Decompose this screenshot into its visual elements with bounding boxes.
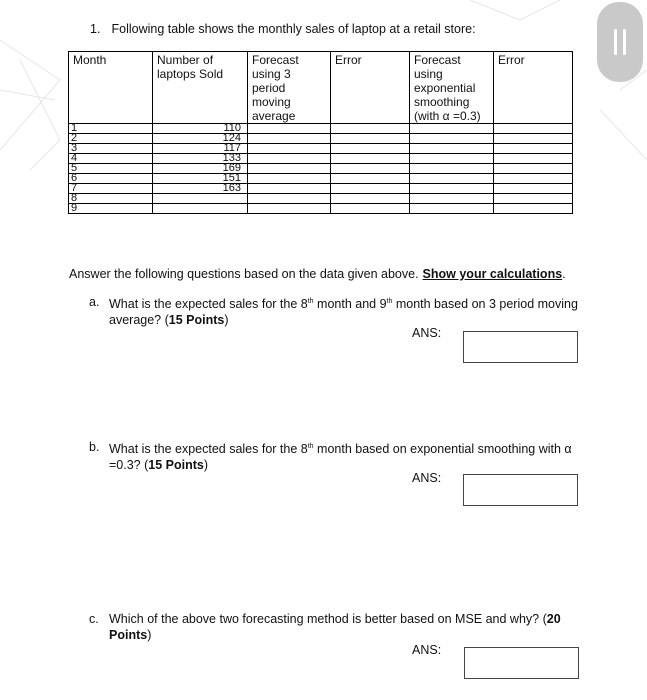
cell-month: 3 [69, 144, 153, 154]
table-row [69, 184, 573, 194]
part-b-pre: What is the expected sales for the 8 [109, 442, 308, 456]
cell-error-2 [494, 124, 573, 134]
menu-bar-icon [623, 29, 626, 55]
cell-exp-smoothing [410, 134, 494, 144]
table-header-row [69, 52, 573, 124]
part-a-post: month based on 3 period moving average? ( [109, 297, 578, 327]
cell-exp-smoothing [410, 194, 494, 204]
header-error-2: Error [494, 52, 573, 124]
cell-exp-smoothing [410, 154, 494, 164]
cell-moving-average [248, 144, 331, 154]
ans-label-c: ANS: [412, 643, 442, 657]
ans-label-b: ANS: [412, 471, 442, 485]
cell-moving-average [248, 184, 331, 194]
part-a-sup2: th [386, 298, 393, 305]
table-row [69, 154, 573, 164]
part-c [89, 611, 579, 643]
cell-error-2 [494, 144, 573, 154]
instruction-end: . [562, 267, 566, 281]
ans-label-a: ANS: [412, 326, 442, 340]
cell-month: 9 [69, 204, 153, 214]
cell-laptops-sold: 117 [153, 144, 248, 154]
cell-laptops-sold: 133 [153, 154, 248, 164]
cell-moving-average [248, 164, 331, 174]
answer-box-c[interactable] [464, 647, 579, 679]
cell-error-2 [494, 174, 573, 184]
part-a-points: 15 Points [168, 313, 225, 327]
cell-month: 5 [69, 164, 153, 174]
cell-laptops-sold: 151 [153, 174, 248, 184]
cell-laptops-sold [153, 194, 248, 204]
sales-table [68, 51, 573, 214]
cell-exp-smoothing [410, 124, 494, 134]
table-row [69, 194, 573, 204]
part-c-points: 20 Points [109, 612, 561, 642]
cell-moving-average [248, 134, 331, 144]
cell-exp-smoothing [410, 204, 494, 214]
question-text: Following table shows the monthly sales of laptop at a retail store: [111, 22, 476, 36]
cell-error-1 [331, 154, 410, 164]
part-a-text [109, 294, 579, 328]
part-a-mid: month and 9 [313, 297, 387, 311]
cell-error-2 [494, 134, 573, 144]
cell-error-1 [331, 194, 410, 204]
part-b-close: ) [203, 458, 209, 472]
part-b-text [109, 439, 579, 473]
cell-moving-average [248, 124, 331, 134]
cell-error-1 [331, 174, 410, 184]
cell-error-1 [331, 134, 410, 144]
cell-moving-average [248, 204, 331, 214]
part-c-close: ) [147, 628, 152, 642]
table-row [69, 164, 573, 174]
cell-laptops-sold: 110 [153, 124, 248, 134]
table-row [69, 204, 573, 214]
part-a-letter: a. [89, 295, 100, 309]
cell-error-2 [494, 194, 573, 204]
cell-exp-smoothing [410, 164, 494, 174]
cell-error-1 [331, 204, 410, 214]
table-row [69, 124, 573, 134]
table-row [69, 144, 573, 154]
cell-exp-smoothing [410, 184, 494, 194]
cell-exp-smoothing [410, 174, 494, 184]
part-a-sup1: th [307, 298, 314, 305]
cell-error-1 [331, 124, 410, 134]
cell-month: 1 [69, 124, 153, 134]
cell-moving-average [248, 174, 331, 184]
cell-moving-average [248, 154, 331, 164]
cell-month: 7 [69, 184, 153, 194]
cell-laptops-sold: 169 [153, 164, 248, 174]
part-c-text [109, 611, 579, 643]
cell-error-1 [331, 184, 410, 194]
cell-laptops-sold: 124 [153, 134, 248, 144]
instruction [69, 267, 566, 281]
answer-box-b[interactable] [463, 474, 578, 506]
part-a-close: ) [224, 313, 229, 327]
question-number: 1. [90, 22, 101, 36]
cell-error-2 [494, 184, 573, 194]
answer-box-a[interactable] [463, 331, 578, 363]
cell-month: 6 [69, 174, 153, 184]
header-exponential-smoothing: Forecast using exponential smoothing (with α =0.3) [410, 52, 494, 124]
header-laptops-sold: Number of laptops Sold [153, 52, 248, 124]
cell-laptops-sold: 163 [153, 184, 248, 194]
cell-moving-average [248, 194, 331, 204]
part-b-letter: b. [89, 440, 100, 454]
cell-error-1 [331, 164, 410, 174]
question-heading [90, 22, 476, 36]
part-a-pre: What is the expected sales for the 8 [109, 297, 308, 311]
header-month: Month [69, 52, 153, 124]
instruction-text: Answer the following questions based on the data given above. [69, 267, 419, 281]
part-b-post: month based on exponential smoothing with α =0.3? ( [109, 442, 572, 472]
part-c-pre: Which of the above two forecasting method is better based on MSE and why? ( [109, 612, 547, 626]
cell-error-2 [494, 204, 573, 214]
part-c-letter: c. [89, 612, 99, 626]
cell-month: 4 [69, 154, 153, 164]
part-b-points: 15 Points [148, 458, 204, 472]
cell-exp-smoothing [410, 144, 494, 154]
header-moving-average: Forecast using 3 period moving average [248, 52, 331, 124]
cell-laptops-sold [153, 204, 248, 214]
instruction-emphasis: Show your calculations [422, 267, 563, 281]
cell-error-2 [494, 154, 573, 164]
table-row [69, 174, 573, 184]
cell-month: 2 [69, 134, 153, 144]
part-a [89, 294, 579, 328]
cell-error-1 [331, 144, 410, 154]
side-menu-button[interactable] [597, 2, 643, 82]
cell-month: 8 [69, 194, 153, 204]
menu-bar-icon [614, 29, 617, 55]
part-b-sup1: th [307, 443, 314, 450]
cell-error-2 [494, 164, 573, 174]
header-error-1: Error [331, 52, 410, 124]
table-row [69, 134, 573, 144]
part-b [89, 439, 579, 473]
